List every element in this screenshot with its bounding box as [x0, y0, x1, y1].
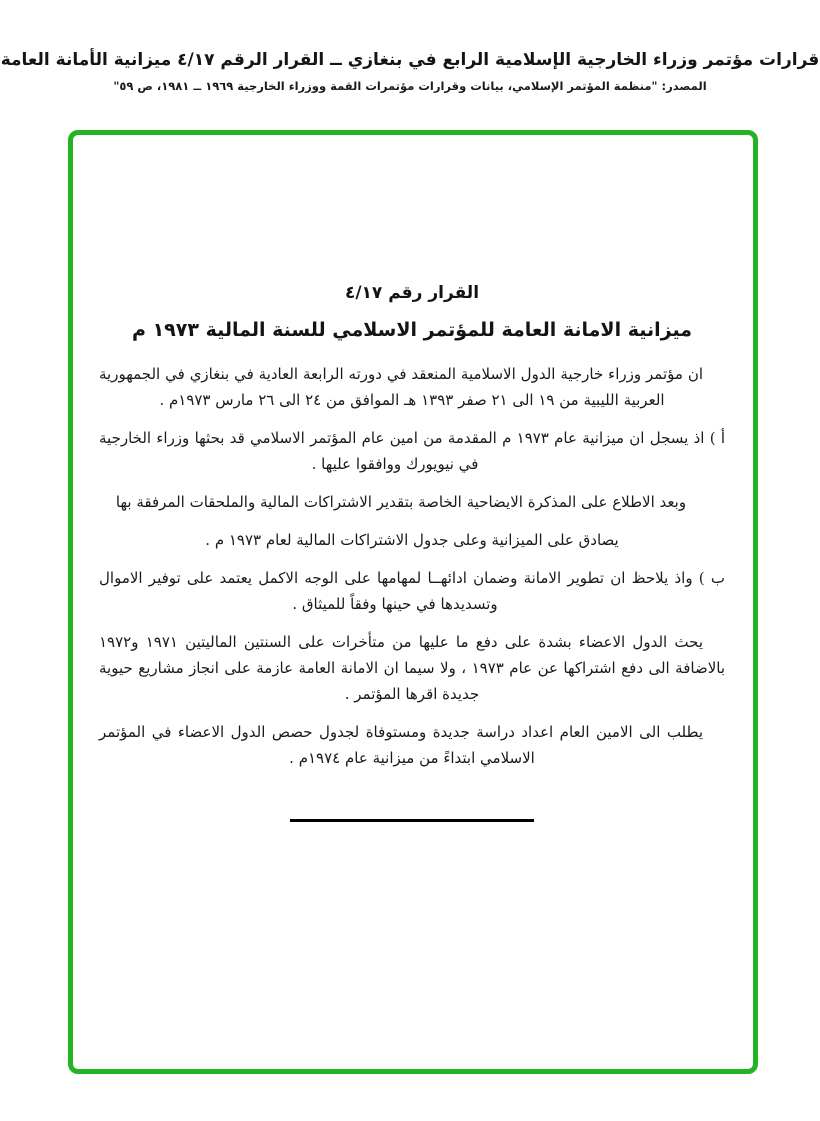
paragraph-memo-review: وبعد الاطلاع على المذكرة الايضاحية الخاصة بتقدير الاشتراكات المالية والملحقات المرفقة بها: [115, 493, 687, 511]
document-content: [73, 135, 753, 822]
paragraph-approval: يصادق على الميزانية وعلى جدول الاشتراكات المالية لعام ١٩٧٣ م .: [205, 531, 619, 549]
resolution-number-title: القرار رقم ٤/١٧: [344, 283, 480, 303]
paragraph-urge-payment: يحث الدول الاعضاء بشدة على دفع ما عليها من متأخرات على السنتين الماليتين ١٩٧١ و١٩٧٢ بالاضافة الى دفع اشتراكها عن عام ١٩٧٣ ، ولا سيما ان الامانة العامة عازمة على انجاز مشاريع حيوية جديدة اقرها المؤتمر .: [99, 633, 725, 703]
header-citation-line: قرارات مؤتمر وزراء الخارجية الإسلامية الرابع في بنغازي ــ القرار الرقم ٤/١٧ ميزانية الأمانة العامة: [0, 50, 820, 70]
document-frame: [68, 130, 758, 1074]
end-divider-line: [290, 819, 534, 822]
page-header: [0, 50, 820, 93]
paragraph-item-a: أ ) اذ يسجل ان ميزانية عام ١٩٧٣ م المقدمة من امين عام المؤتمر الاسلامي قد بحثها وزراء الخارجية في نيويورك ووافقوا عليها .: [99, 429, 725, 473]
header-source-line: المصدر: "منظمة المؤتمر الإسلامي، بيانات وقرارات مؤتمرات القمة ووزراء الخارجية ١٩٦٩ ــ ١٩٨١، ص ٥٩": [113, 79, 707, 93]
resolution-subject-title: ميزانية الامانة العامة للمؤتمر الاسلامي للسنة المالية ١٩٧٣ م: [132, 319, 692, 341]
paragraph-preamble: ان مؤتمر وزراء خارجية الدول الاسلامية المنعقد في دورته الرابعة العادية في بنغازي في الجمهورية العربية الليبية من ١٩ الى ٢١ صفر ١٣٩٣ هـ الموافق من ٢٤ الى ٢٦ مارس ١٩٧٣م .: [99, 365, 703, 409]
paragraph-item-b: ب ) واذ يلاحظ ان تطوير الامانة وضمان ادائهــا لمهامها على الوجه الاكمل يعتمد على توفير الاموال وتسديدها في حينها وفقاً للميثاق .: [99, 569, 725, 613]
paragraph-request-study: يطلب الى الامين العام اعداد دراسة جديدة ومستوفاة لجدول حصص الدول الاعضاء في المؤتمر الاسلامي ابتداءً من ميزانية عام ١٩٧٤م .: [99, 723, 703, 767]
